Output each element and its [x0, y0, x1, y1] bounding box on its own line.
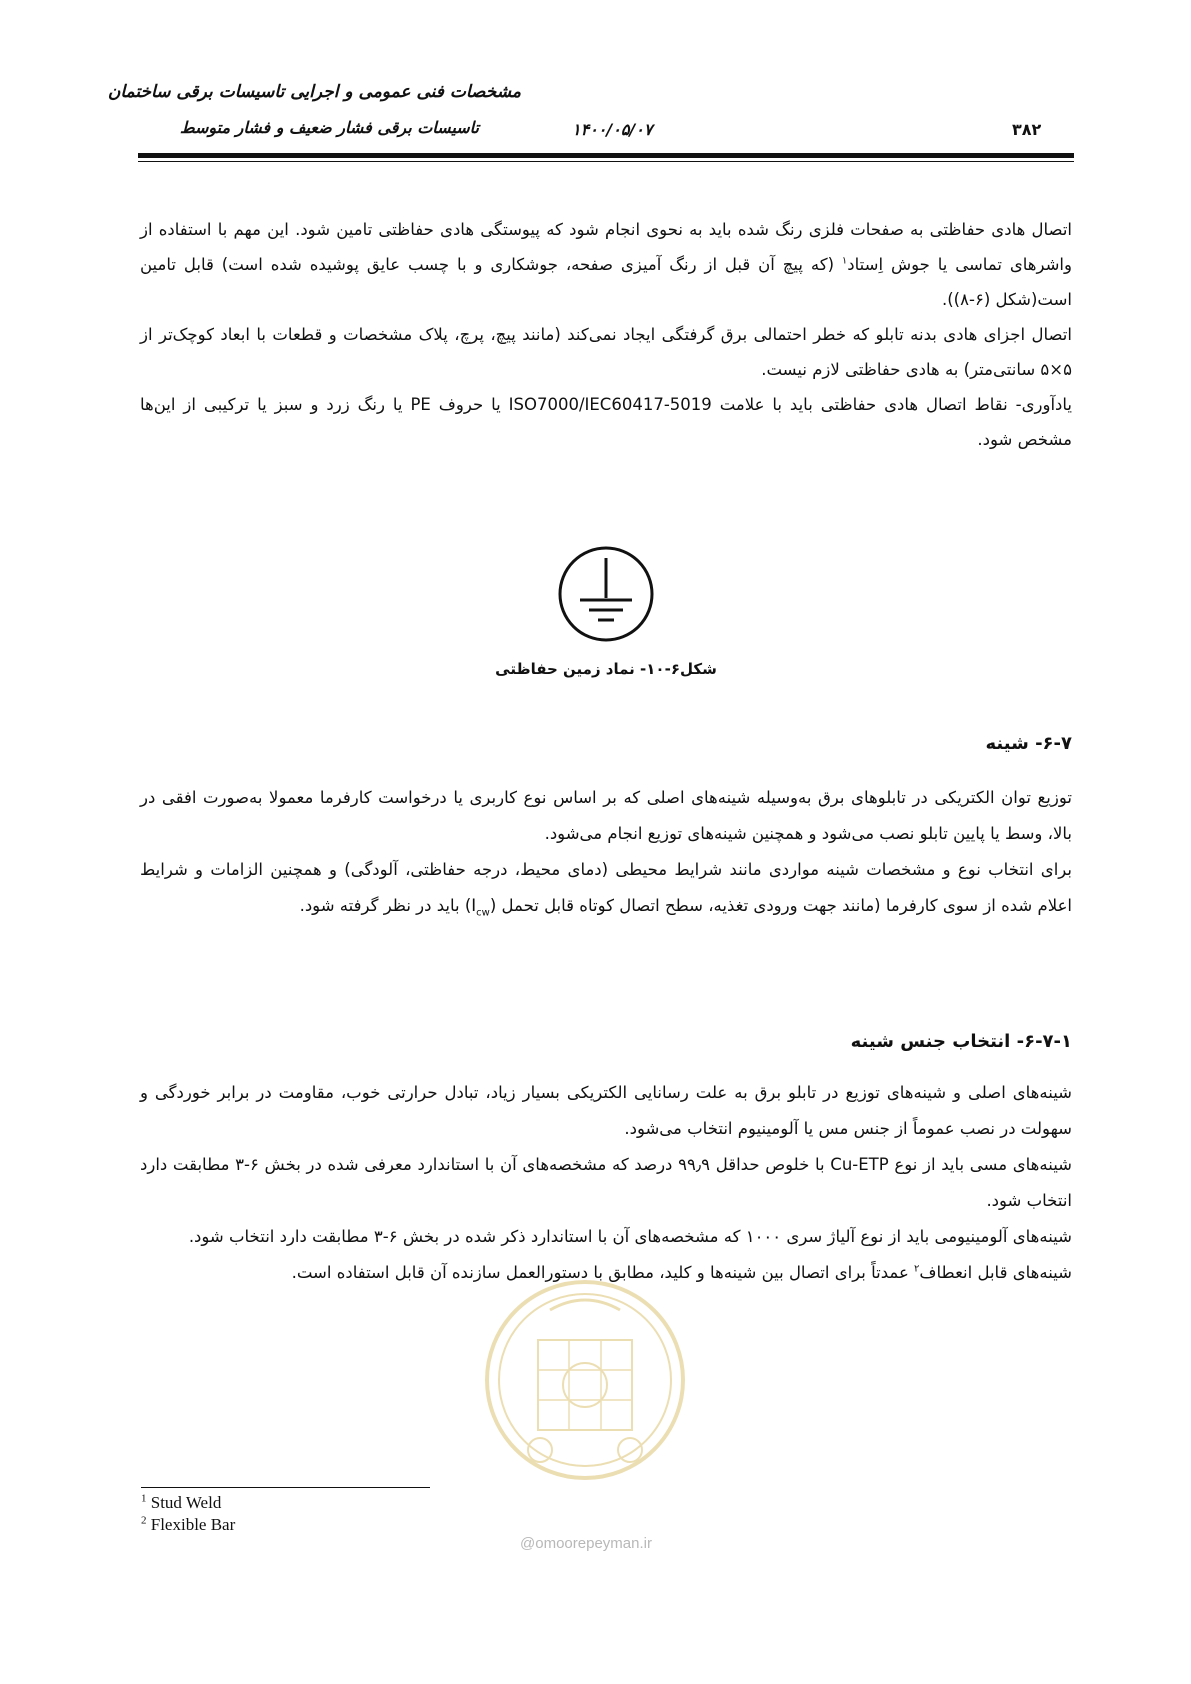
- document-subtitle: تاسیسات برقی فشار ضعیف و فشار متوسط: [179, 118, 479, 137]
- symbol: I: [471, 896, 477, 915]
- omoore-peyman-logo-icon: [480, 1270, 690, 1510]
- paragraph: شینه‌های اصلی و شینه‌های توزیع در تابلو برق به علت رسانایی الکتریکی بسیار زیاد، تبادل حرارتی خوب، مقاومت در برابر خوردگی و سهولت در نصب عموماً از جنس مس یا آلومینیوم انتخاب می‌شود.: [140, 1083, 1072, 1138]
- paragraph: [140, 852, 1072, 931]
- protective-earth-icon: [556, 544, 656, 644]
- page-number: ۳۸۲: [1012, 120, 1042, 139]
- subsection-heading: ۶-۷-۱- انتخاب جنس شینه: [850, 1031, 1072, 1052]
- figure-caption: شکل۶-۱۰- نماد زمین حفاظتی: [495, 660, 717, 678]
- header-rule-thick: [138, 153, 1074, 158]
- footnote-ref: ۱: [841, 255, 848, 267]
- intro-text: [140, 212, 1072, 457]
- paragraph: شینه‌های آلومینیومی باید از نوع آلیاژ سری ۱۰۰۰ که مشخصه‌های آن با استاندارد ذکر شده در بخش ۶-۳ مطابقت دارد انتخاب شود.: [188, 1227, 1072, 1246]
- paragraph-text: اتصال هادی حفاظتی به صفحات فلزی رنگ شده باید به نحوی انجام شود که پیوستگی هادی حفاظتی تامین شود. این مهم با استفاده از واشرهای تماسی یا جوش اِستاد: [140, 220, 1072, 274]
- paragraph-text: شینه‌های قابل انعطاف: [919, 1263, 1072, 1282]
- paragraph-text: (که پیچ آن قبل از رنگ آمیزی صفحه، جوشکاری و با چسب عایق پوشیده شده است) قابل تامین است(شکل (۶-۸)).: [140, 255, 1072, 309]
- document-title: مشخصات فنی عمومی و اجرایی تاسیسات برقی ساختمان: [107, 82, 521, 102]
- paragraph-text: برای انتخاب نوع و مشخصات شینه مواردی مانند شرایط محیطی (دمای محیط، درجه حفاظتی، آلودگی) و همچنین الزامات و شرایط اعلام شده از سوی کارفرما (مانند جهت ورودی تغذیه، سطح اتصال کوتاه قابل تحمل (: [140, 860, 1072, 915]
- paragraph: شینه‌های مسی باید از نوع Cu-ETP با خلوص حداقل ۹۹٫۹ درصد که مشخصه‌های آن با استاندارد معرفی شده در بخش ۶-۳ مطابقت دارد انتخاب شود.: [140, 1155, 1073, 1210]
- paragraph: توزیع توان الکتریکی در تابلوهای برق به‌وسیله شینه‌های اصلی که بر اساس نوع کاربری یا درخواست کارفرما معمولا به‌صورت افقی در بالا، وسط یا پایین تابلو نصب می‌شود و همچنین شینه‌های توزیع انجام می‌شود.: [140, 788, 1072, 843]
- footnote: [141, 1515, 235, 1535]
- symbol-subscript: cw: [476, 907, 490, 919]
- footnote-text: Stud Weld: [146, 1493, 222, 1512]
- watermark-text: @omoorepeyman.ir: [520, 1535, 652, 1552]
- section-heading: ۶-۷- شینه: [985, 733, 1072, 754]
- header-rule-thin: [138, 161, 1074, 162]
- paragraph-text: ) باید در نظر گرفته شود.: [299, 896, 472, 915]
- footnote-number: 2: [141, 1514, 147, 1527]
- footnote-rule: [141, 1487, 430, 1488]
- footnote-ref: ۲: [914, 1263, 920, 1275]
- paragraph: [140, 212, 1072, 317]
- document-date: ۱۴۰۰/۰۵/۰۷: [572, 120, 653, 139]
- paragraph: یادآوری- نقاط اتصال هادی حفاظتی باید با علامت ISO7000/IEC60417-5019 یا حروف PE یا رنگ زرد و سبز یا ترکیبی از این‌ها مشخص شود.: [140, 395, 1072, 449]
- section-7-1-text: [140, 1075, 1072, 1291]
- footnote: [141, 1493, 221, 1513]
- footnote-number: 1: [141, 1492, 147, 1505]
- section-7-text: [140, 780, 1072, 931]
- icw-symbol: [471, 896, 490, 919]
- footnote-text: Flexible Bar: [146, 1515, 236, 1534]
- paragraph-text: عمدتاً برای اتصال بین شینه‌ها و کلید، مطابق با دستورالعمل سازنده آن قابل استفاده است.: [291, 1263, 915, 1282]
- paragraph: اتصال اجزای هادی بدنه تابلو که خطر احتمالی برق گرفتگی ایجاد نمی‌کند (مانند پیچ، پرچ، پلاک مشخصات و قطعات با ابعاد کوچک‌تر از ۵×۵ سانتی‌متر) به هادی حفاظتی لازم نیست.: [140, 325, 1072, 379]
